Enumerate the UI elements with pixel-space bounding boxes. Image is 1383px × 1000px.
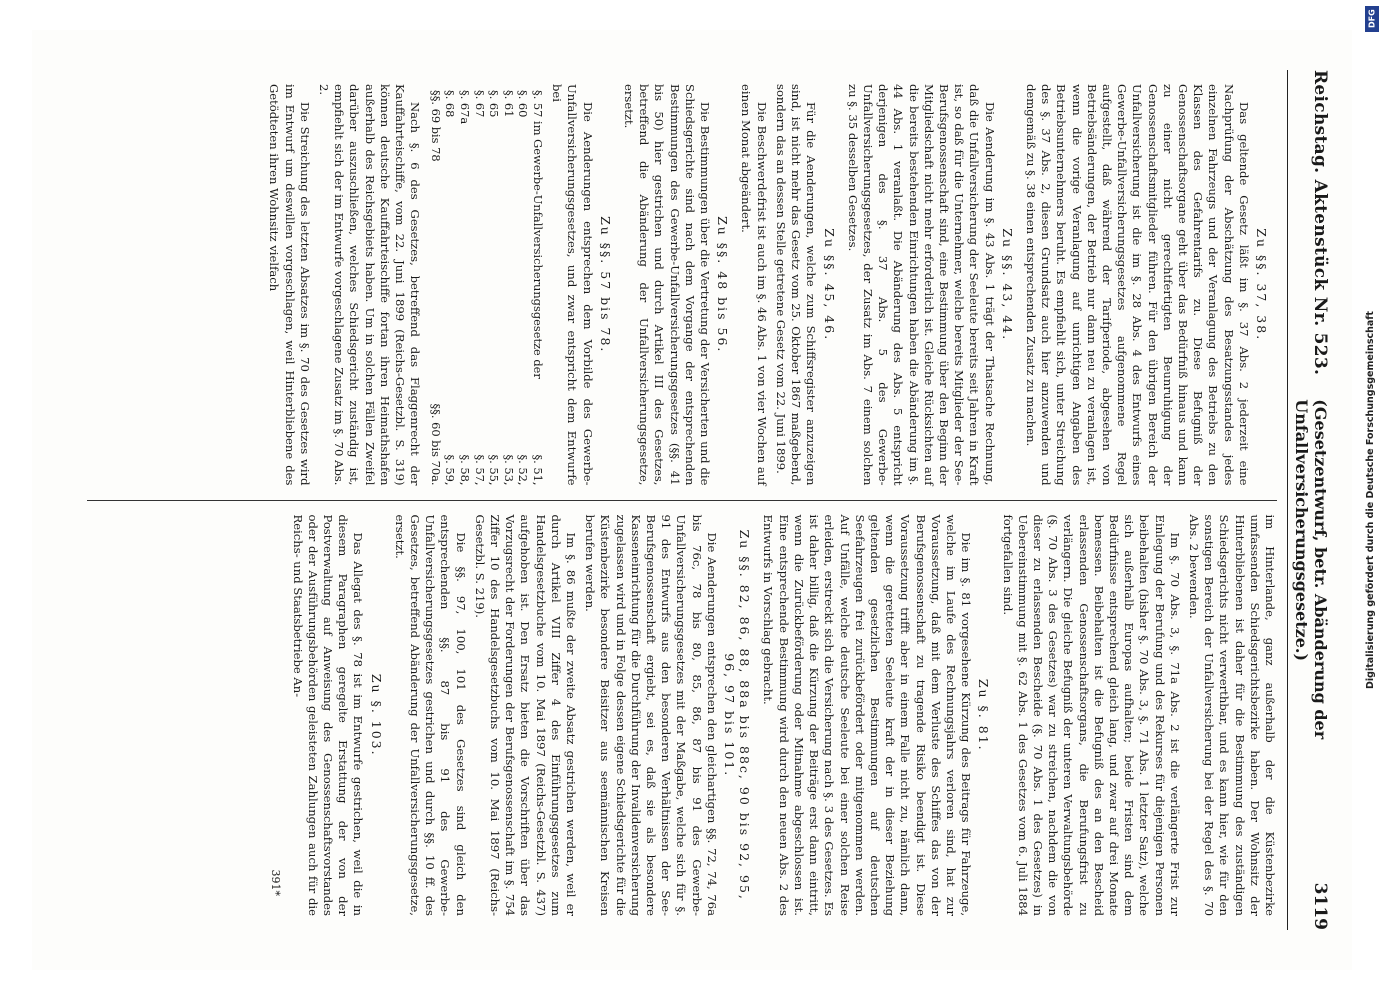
row-left: §. 68 — [443, 90, 458, 118]
section-heading: Zu §§. 82, 86, 88, 88a bis 88c, 90 bis 92, 95, 96, 97 bis 101. — [722, 529, 753, 901]
paragraph: Nach §. 6 des Gesetzes, betreffend das Flaggenrecht der Kauffahrteischiffe, vom 22. Juni 1899 (Reichs-Gesetzbl. S. 319) können deutsche Kauffahrteischiffe fortan ihren Heimathshafen außerhalb des Reichsgebiets haben. Um in solchen Fällen Zweifel darüber auszuschließen, welches Schiedsgericht zuständig ist, empfiehlt sich der im Entwurfe vorgeschlagene Zusatz im §. 70 Abs. 2. — [317, 84, 423, 486]
correspondence-row — [458, 84, 473, 486]
paragraph: im Hinterlande, ganz außerhalb der die Küstenbezirke umfassenden Schiedsgerichtsbezirke haben. Der Wohnsitz der Hinterbliebenen ist daher für die Bestimmung des zuständigen Schiedsgerichts nicht verwerthbar, und es kann hier, wie für den sonstigen Bereich der Unfallversicherung bei der Regel des §. 70 Abs. 2 bewenden. — [1186, 514, 1277, 916]
paragraph: Im §. 70 Abs. 3, §. 71a Abs. 2 ist die verlängerte Frist zur Einlegung der Berufung und des Rekurses für diejenigen Personen beibehalten (bisher §. 70 Abs. 3, §. 71 Abs. 1 letzter Satz), welche sich außerhalb Europas aufhalten; beide Fristen sind dem Bedürfnisse entsprechend gleich lang, und zwar auf drei Monate bemessen. Beibehalten ist die Befugniß des an den Bescheid erlassenden Genossenschaftsorgans, die Berufungsfrist zu verlängern. Die gleiche Befugniß der unteren Verwaltungsbehörde (§. 70 Abs. 3 des Gesetzes) war zu streichen, nachdem die von dieser zu erlassenden Bescheide (§. 70 Abs. 1 des Gesetzes) in Uebereinstimmung mit §. 62 Abs. 1 des Gesetzes vom 6. Juli 1884 fortgefallen sind. — [1000, 514, 1182, 916]
row-right: §. 59, — [443, 454, 458, 486]
section-heading: Zu §. 81. — [976, 678, 992, 752]
row-left: §. 67a — [458, 90, 473, 125]
correspondence-table — [428, 84, 545, 486]
correspondence-row — [472, 84, 487, 486]
row-left: §. 65 — [487, 90, 502, 118]
section-heading: Zu §§. 37, 38. — [1254, 228, 1269, 342]
section-heading: Zu §. 103. — [368, 673, 384, 757]
correspondence-row — [443, 84, 458, 486]
section-heading: Zu §§. 48 bis 56. — [715, 216, 731, 354]
paragraph: Die Aenderungen entsprechen den gleichartigen §§. 72, 74, 76a bis 76c, 78 bis 80, 85, 86, 87 bis 91 des Gewerbe-Unfallversicherungsgesetzes mit der Maßgabe, welche sich für §. 91 des Entwurfs aus den besonderen Verhältnissen der See-Berufsgenossenschaft ergiebt, sei es, daß sie als besondere Kasseneinrichtung für die Durchführung der Invalidenversicherung zugelassen wird und in Folge dessen eigene Schiedsgerichte für die Küstenbezirke besondere Beisitzer aus seemännischen Kreisen berufen werden. — [583, 514, 719, 916]
page-header — [1287, 70, 1330, 930]
correspondence-row — [516, 84, 531, 486]
row-right: §§. 60 bis 70a. — [428, 403, 443, 486]
paragraph: Das Allegat des §. 78 ist im Entwurfe gestrichen, weil die in diesem Paragraphen geregelte Erstattung der von der Postverwaltung auf Anweisung des Genossenschaftsvorstandes oder der Ausführungsbehörden geleisteten Zahlungen auch für die Reichs- und Staatsbetriebe An- — [290, 514, 366, 916]
paragraph: Im §. 86 mußte der zweite Absatz gestrichen werden, weil er durch Artikel VIII Ziffer 4 des Einführungsgesetzes zum Handelsgesetzbuche vom 10. Mai 1897 (Reichs-Gesetzbl. S. 437) aufgehoben ist. Den Ersatz bieten die Vorschriften über das Vorzugsrecht der Forderungen der Berufsgenossenschaft im §. 754 Ziffer 10 des Handelsgesetzbuchs vom 10. Mai 1897 (Reichs-Gesetzbl. S. 219). — [472, 514, 579, 916]
section-heading: Zu §§. 43, 44. — [999, 228, 1015, 342]
scanned-page — [32, 30, 1352, 970]
header-left: Reichstag. Aktenstück Nr. 523. — [1310, 70, 1330, 376]
page-number: 3119 — [1310, 882, 1330, 930]
row-right: §. 57, — [472, 454, 487, 486]
digitization-note: Digitalisierung gefördert durch die Deutsche Forschungsgemeinschaft — [1365, 311, 1376, 689]
paragraph: Die Bestimmungen über die Vertretung der Versicherten und die Schiedsgerichte sind nach dem Vorgange der entsprechenden Bestimmungen des Gewerbe-Unfallversicherungsgesetzes (§§. 41 bis 50) hier gestrichen und durch Artikel III des Gesetzes, betreffend die Abänderung der Unfallversicherungsgesetze, ersetzt. — [622, 84, 713, 486]
column-right — [87, 500, 1277, 931]
row-right: §. 52, — [516, 454, 531, 486]
paragraph: Die im §. 81 vorgesehene Kürzung des Beitrags für Fahrzeuge, welche im Laufe des Rechnungsjahrs verloren sind, hat zur Voraussetzung, daß mit dem Verluste des Schiffes das von der Berufsgenossenschaft zu tragende Risiko beendigt ist. Diese Voraussetzung trifft aber in einem Falle nicht zu, nämlich dann, wenn die geretteten Seeleute kraft der in dieser Beziehung geltenden gesetzlichen Bestimmungen auf deutschen Seefahrzeugen frei zurückbefördert oder mitgenommen werden. Auf Unfälle, welche deutsche Seeleute bei einer solchen Reise erleiden, erstreckt sich die Versicherung nach §. 3 des Gesetzes. Es ist daher billig, daß die Kürzung der Beiträge erst dann eintritt, wenn die Zurückbeförderung oder Mitnahme abgeschlossen ist. Eine entsprechende Bestimmung wird durch den neuen Abs. 2 des Entwurfs in Vorschlag gebracht. — [761, 514, 974, 916]
row-left: §. 61 — [501, 90, 516, 118]
correspondence-row — [530, 84, 545, 486]
paragraph: Die Beschwerdefrist ist auch im §. 46 Abs. 1 von vier Wochen auf einen Monat abgeändert. — [739, 84, 769, 486]
paragraph: Die §§. 97, 100, 101 des Gesetzes sind gleich den entsprechenden §§. 87 bis 91 des Gewerbe-Unfallversicherungsgesetzes gestrichen und durch §§. 10 ff. des Gesetzes, betreffend Abänderung der Unfallversicherungsgesetze, ersetzt. — [392, 514, 468, 916]
signature-mark: 391* — [269, 869, 283, 896]
row-right: §. 55, — [487, 454, 502, 486]
header-title: (Gesetzentwurf, betr. Abänderung der Unfallversicherungsgesetze.) — [1292, 399, 1330, 740]
correspondence-row — [487, 84, 502, 486]
row-left: §§. 69 bis 78 — [428, 90, 443, 162]
row-left: §. 57 im Gewerbe-Unfallversicherungsgesetze der — [531, 90, 546, 379]
paragraph: Die Aenderung im §. 43 Abs. 1 trägt der Thatsache Rechnung, daß die Unfallversicherung der Seeleute bereits seit Jahren in Kraft ist, so daß für die Unternehmer, welche bereits Mitglieder der See-Berufsgenossenschaft sind, eine Bestimmung über den Beginn der Mitgliedschaft nicht mehr erforderlich ist. Gleiche Rücksichten auf die bereits bestehenden Einrichtungen haben die Abänderung im §. 44 Abs. 1 veranlaßt. Die Abänderung des Abs. 5 entspricht derjenigen des §. 37 Abs. 5 des Gewerbe-Unfallversicherungsgesetzes, der Zusatz im Abs. 7 einem solchen zu §. 35 desselben Gesetzes. — [845, 84, 997, 486]
row-right: §. 58, — [458, 454, 473, 486]
paragraph: Die Streichung des letzten Absatzes im §. 70 des Gesetzes wird im Entwurf um deswillen vorgeschlagen, weil Hinterbliebene des Getödteten ihren Wohnsitz vielfach — [267, 84, 312, 486]
dfg-logo: DFG — [1365, 6, 1379, 32]
correspondence-row — [428, 84, 443, 486]
column-left — [87, 70, 1277, 500]
paragraph: Das geltende Gesetz läßt im §. 37 Abs. 2 jederzeit eine Nachprüfung der Abschätzung des Besatzungsstandes jedes einzelnen Fahrzeugs und der Veranlagung des Betriebs zu den Klassen des Gefahrentarifs zu. Diese Befugniß der Genossenschaftsorgane geht über das Bedürfniß hinaus und kann zu einer nicht gerechtfertigten Beunruhigung der Genossenschaftsmitglieder führen. Für den übrigen Bereich der Unfallversicherung ist die im §. 28 Abs. 4 des Entwurfs eines Gewerbe-Unfallversicherungsgesetzes aufgenommene Regel aufgestellt, daß während der Tarifperiode, abgesehen von Betriebsänderungen, der Betrieb nur dann neu zu veranlagen ist, wenn die vorige Veranlagung auf unrichtigen Angaben des Betriebsunternehmers beruht. Es empfiehlt sich, unter Streichung des §. 37 Abs. 2, diesen Grundsatz auch hier anzuwenden und demgemäß zu §. 38 einen entsprechenden Zusatz zu machen. — [1023, 84, 1251, 486]
row-right: §. 53, — [501, 454, 516, 486]
paragraph: Für die Aenderungen, welche zum Schiffsregister anzuzeigen sind, ist nicht mehr das Gesetz vom 25. Oktober 1867 maßgebend, sondern das an dessen Stelle getretene Gesetz vom 22. Juni 1899. — [773, 84, 819, 486]
text-columns — [87, 70, 1277, 930]
section-heading: Zu §§. 45, 46. — [821, 228, 837, 342]
section-heading: Zu §§. 57 bis 78. — [597, 216, 613, 354]
correspondence-row — [501, 84, 516, 486]
paragraph: Die Aenderungen entsprechen dem Vorbilde des Gewerbe-Unfallversicherungsgesetzes, und zwar entspricht dem Entwurfe bei — [550, 84, 595, 486]
row-right: §. 51, — [531, 454, 546, 486]
row-left: §. 60 — [516, 90, 531, 118]
row-left: §. 67 — [472, 90, 487, 118]
